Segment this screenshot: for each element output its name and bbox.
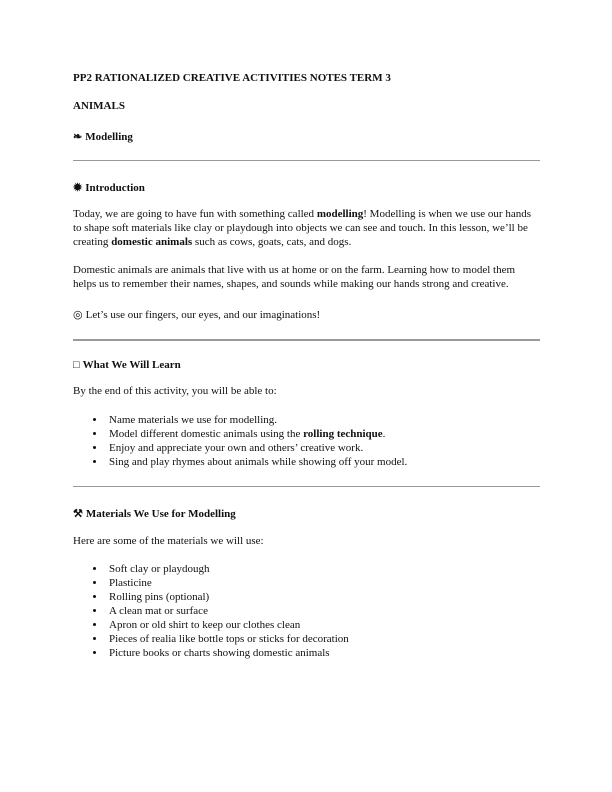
- document-page: [73, 71, 540, 660]
- list-item: • Plasticine: [106, 576, 540, 590]
- divider: [73, 486, 540, 487]
- sparkle-icon: ✹: [73, 182, 83, 194]
- topic-heading: [73, 130, 540, 144]
- list-item: • Apron or old shirt to keep our clothes clean: [106, 618, 540, 632]
- materials-list: [73, 562, 540, 660]
- text: .: [382, 428, 386, 440]
- materials-heading: [73, 507, 540, 521]
- text: such as cows, goats, cats, and dogs.: [192, 236, 352, 248]
- bold-text: domestic animals: [111, 236, 193, 248]
- introduction-paragraph-2: Domestic animals are animals that live with us at home or on the farm. Learning how to model them helps us to remember their names, shapes, and sounds while making our hands strong and creative.: [73, 264, 516, 290]
- document-title: PP2 RATIONALIZED CREATIVE ACTIVITIES NOTES TERM 3: [73, 72, 391, 84]
- tools-icon: ⚒: [73, 508, 83, 520]
- target-icon: ◎: [73, 309, 83, 321]
- divider: [73, 339, 540, 341]
- list-item: • Name materials we use for modelling.: [106, 413, 540, 427]
- list-item: • Sing and play rhymes about animals while showing off your model.: [106, 455, 540, 469]
- list-item: • Rolling pins (optional): [106, 590, 540, 604]
- learn-list: [73, 413, 540, 469]
- list-item: • Pieces of realia like bottle tops or sticks for decoration: [106, 632, 540, 646]
- text: Model different domestic animals using the: [109, 428, 304, 440]
- list-item: • Enjoy and appreciate your own and others’ creative work.: [106, 441, 540, 455]
- learn-heading: [73, 358, 540, 372]
- list-item: [106, 427, 540, 441]
- materials-heading-label: Materials We Use for Modelling: [85, 508, 236, 520]
- paw-icon: ❧: [73, 131, 83, 143]
- divider: [73, 160, 540, 161]
- list-item: • Picture books or charts showing domestic animals: [106, 646, 540, 660]
- introduction-note: [73, 308, 540, 322]
- text: ! Modelling is when we use our hands to shape soft materials like clay or playdough into objects we can see and touch. In this lesson, we’ll be creating: [73, 208, 531, 248]
- subject-heading: ANIMALS: [73, 100, 125, 112]
- text: Today, we are going to have fun with something called: [73, 208, 317, 220]
- introduction-heading-label: Introduction: [85, 182, 145, 194]
- topic-label: Modelling: [85, 131, 133, 143]
- bold-text: modelling: [316, 208, 364, 220]
- note-text: Let’s use our fingers, our eyes, and our imaginations!: [85, 309, 321, 321]
- materials-intro: Here are some of the materials we will use:: [73, 535, 264, 547]
- list-item: • A clean mat or surface: [106, 604, 540, 618]
- introduction-heading: [73, 181, 540, 195]
- list-item: • Soft clay or playdough: [106, 562, 540, 576]
- bold-text: rolling technique: [303, 428, 383, 440]
- box-icon: □: [73, 359, 80, 371]
- introduction-paragraph-1: [73, 207, 540, 249]
- learn-intro: By the end of this activity, you will be able to:: [73, 385, 277, 397]
- learn-heading-label: What We Will Learn: [82, 359, 181, 371]
